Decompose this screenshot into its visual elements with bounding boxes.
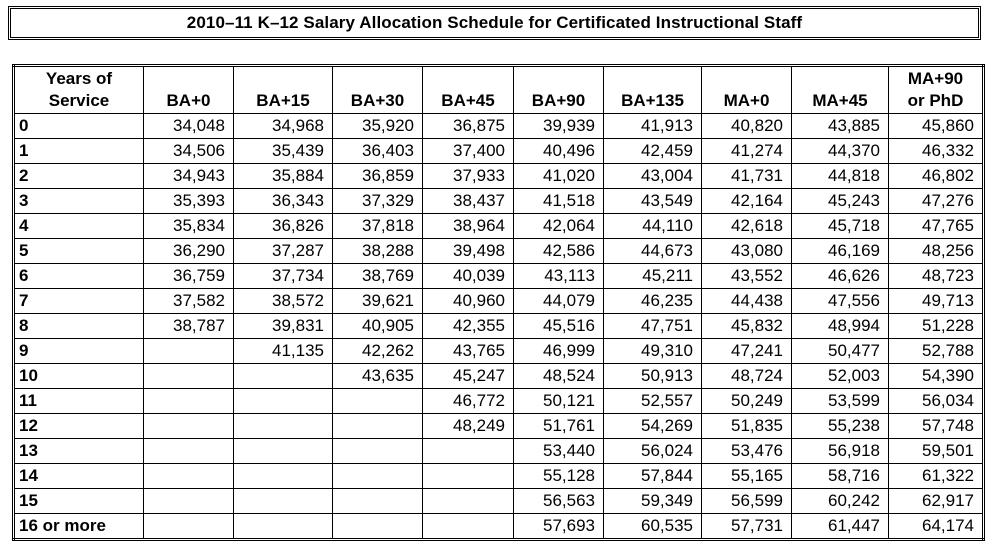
salary-cell: 48,724 bbox=[702, 364, 792, 389]
salary-cell: 40,496 bbox=[514, 139, 604, 164]
salary-cell bbox=[144, 489, 234, 514]
salary-cell: 56,034 bbox=[889, 389, 984, 414]
salary-cell bbox=[144, 464, 234, 489]
salary-cell: 51,761 bbox=[514, 414, 604, 439]
salary-cell: 35,834 bbox=[144, 214, 234, 239]
salary-cell bbox=[333, 464, 423, 489]
table-row bbox=[14, 189, 984, 214]
salary-cell: 52,788 bbox=[889, 339, 984, 364]
salary-cell: 48,723 bbox=[889, 264, 984, 289]
salary-cell: 39,498 bbox=[423, 239, 514, 264]
salary-cell: 64,174 bbox=[889, 514, 984, 540]
salary-cell: 51,835 bbox=[702, 414, 792, 439]
salary-cell: 43,765 bbox=[423, 339, 514, 364]
salary-cell: 43,885 bbox=[792, 114, 889, 139]
years-of-service-cell: 14 bbox=[14, 464, 144, 489]
salary-cell: 36,343 bbox=[234, 189, 333, 214]
salary-cell: 46,999 bbox=[514, 339, 604, 364]
salary-cell: 56,599 bbox=[702, 489, 792, 514]
years-of-service-cell: 8 bbox=[14, 314, 144, 339]
salary-cell bbox=[423, 489, 514, 514]
salary-cell: 46,169 bbox=[792, 239, 889, 264]
years-of-service-cell: 11 bbox=[14, 389, 144, 414]
salary-cell: 43,549 bbox=[604, 189, 702, 214]
salary-cell: 37,287 bbox=[234, 239, 333, 264]
salary-cell: 36,403 bbox=[333, 139, 423, 164]
salary-cell: 39,939 bbox=[514, 114, 604, 139]
salary-cell: 49,310 bbox=[604, 339, 702, 364]
salary-cell: 55,165 bbox=[702, 464, 792, 489]
salary-cell: 35,920 bbox=[333, 114, 423, 139]
table-row bbox=[14, 339, 984, 364]
salary-cell: 38,437 bbox=[423, 189, 514, 214]
salary-cell: 43,552 bbox=[702, 264, 792, 289]
salary-cell: 42,618 bbox=[702, 214, 792, 239]
salary-cell bbox=[144, 389, 234, 414]
table-row bbox=[14, 239, 984, 264]
salary-cell: 36,826 bbox=[234, 214, 333, 239]
table-row bbox=[14, 114, 984, 139]
table-row bbox=[14, 314, 984, 339]
column-header-line2: BA+135 bbox=[621, 91, 684, 110]
salary-cell: 46,235 bbox=[604, 289, 702, 314]
salary-cell: 36,290 bbox=[144, 239, 234, 264]
salary-cell bbox=[234, 439, 333, 464]
salary-cell: 39,621 bbox=[333, 289, 423, 314]
salary-cell: 40,039 bbox=[423, 264, 514, 289]
salary-cell: 54,269 bbox=[604, 414, 702, 439]
table-row bbox=[14, 364, 984, 389]
column-header-line2: BA+0 bbox=[166, 91, 211, 110]
salary-cell: 45,860 bbox=[889, 114, 984, 139]
column-header-line2: MA+0 bbox=[723, 91, 770, 110]
salary-cell: 47,751 bbox=[604, 314, 702, 339]
column-header-line1 bbox=[429, 68, 507, 90]
salary-cell bbox=[144, 414, 234, 439]
salary-cell: 34,968 bbox=[234, 114, 333, 139]
salary-cell: 37,818 bbox=[333, 214, 423, 239]
column-header-line2: BA+30 bbox=[350, 91, 405, 110]
salary-cell: 51,228 bbox=[889, 314, 984, 339]
salary-cell: 41,913 bbox=[604, 114, 702, 139]
salary-cell: 56,563 bbox=[514, 489, 604, 514]
salary-cell: 38,572 bbox=[234, 289, 333, 314]
salary-cell: 58,716 bbox=[792, 464, 889, 489]
salary-cell: 37,400 bbox=[423, 139, 514, 164]
table-row bbox=[14, 289, 984, 314]
column-header bbox=[333, 66, 423, 114]
salary-cell: 56,918 bbox=[792, 439, 889, 464]
salary-cell: 60,535 bbox=[604, 514, 702, 540]
salary-cell: 42,262 bbox=[333, 339, 423, 364]
salary-cell: 45,247 bbox=[423, 364, 514, 389]
salary-cell: 41,135 bbox=[234, 339, 333, 364]
salary-cell bbox=[333, 414, 423, 439]
salary-cell: 38,288 bbox=[333, 239, 423, 264]
salary-cell: 38,769 bbox=[333, 264, 423, 289]
page-title: 2010–11 K–12 Salary Allocation Schedule for Certificated Instructional Staff bbox=[186, 13, 803, 32]
salary-cell: 37,734 bbox=[234, 264, 333, 289]
salary-cell: 47,765 bbox=[889, 214, 984, 239]
salary-cell: 48,994 bbox=[792, 314, 889, 339]
column-header bbox=[514, 66, 604, 114]
years-of-service-cell: 5 bbox=[14, 239, 144, 264]
salary-cell: 35,393 bbox=[144, 189, 234, 214]
salary-cell: 50,913 bbox=[604, 364, 702, 389]
table-row bbox=[14, 489, 984, 514]
column-header-line1 bbox=[150, 68, 227, 90]
salary-cell: 61,447 bbox=[792, 514, 889, 540]
salary-cell: 40,960 bbox=[423, 289, 514, 314]
column-header bbox=[234, 66, 333, 114]
salary-cell bbox=[234, 514, 333, 540]
column-header-line2: or PhD bbox=[907, 91, 964, 110]
salary-cell: 40,820 bbox=[702, 114, 792, 139]
salary-cell: 47,276 bbox=[889, 189, 984, 214]
salary-cell: 45,211 bbox=[604, 264, 702, 289]
years-of-service-cell: 6 bbox=[14, 264, 144, 289]
years-of-service-cell: 13 bbox=[14, 439, 144, 464]
column-header-line1 bbox=[339, 68, 416, 90]
salary-cell: 48,256 bbox=[889, 239, 984, 264]
salary-cell: 53,599 bbox=[792, 389, 889, 414]
column-header-line1: Years of bbox=[45, 69, 113, 88]
years-of-service-cell: 10 bbox=[14, 364, 144, 389]
table-row bbox=[14, 514, 984, 540]
salary-cell bbox=[423, 439, 514, 464]
years-of-service-cell: 2 bbox=[14, 164, 144, 189]
column-header bbox=[423, 66, 514, 114]
table-row bbox=[14, 214, 984, 239]
salary-cell bbox=[144, 514, 234, 540]
column-header bbox=[144, 66, 234, 114]
salary-schedule-table bbox=[12, 64, 985, 541]
schedule-title-box bbox=[8, 6, 981, 40]
salary-cell: 37,582 bbox=[144, 289, 234, 314]
column-header-line1 bbox=[520, 68, 597, 90]
salary-cell: 41,274 bbox=[702, 139, 792, 164]
salary-cell: 52,003 bbox=[792, 364, 889, 389]
salary-cell: 46,332 bbox=[889, 139, 984, 164]
salary-cell: 41,731 bbox=[702, 164, 792, 189]
column-header bbox=[604, 66, 702, 114]
column-header-years bbox=[14, 66, 144, 114]
column-header-line2: BA+15 bbox=[256, 91, 310, 110]
salary-cell: 53,440 bbox=[514, 439, 604, 464]
salary-cell: 46,772 bbox=[423, 389, 514, 414]
years-of-service-cell: 4 bbox=[14, 214, 144, 239]
salary-cell: 37,329 bbox=[333, 189, 423, 214]
column-header bbox=[889, 66, 984, 114]
years-of-service-cell: 16 or more bbox=[14, 514, 144, 540]
salary-cell bbox=[423, 464, 514, 489]
salary-cell: 62,917 bbox=[889, 489, 984, 514]
salary-cell bbox=[333, 514, 423, 540]
table-row bbox=[14, 389, 984, 414]
salary-cell bbox=[144, 339, 234, 364]
column-header bbox=[792, 66, 889, 114]
salary-cell: 44,438 bbox=[702, 289, 792, 314]
years-of-service-cell: 7 bbox=[14, 289, 144, 314]
column-header-line1 bbox=[798, 68, 882, 90]
column-header-line1 bbox=[610, 68, 695, 90]
salary-cell: 43,080 bbox=[702, 239, 792, 264]
salary-cell: 50,121 bbox=[514, 389, 604, 414]
salary-cell: 39,831 bbox=[234, 314, 333, 339]
years-of-service-cell: 15 bbox=[14, 489, 144, 514]
table-row bbox=[14, 164, 984, 189]
salary-cell: 41,518 bbox=[514, 189, 604, 214]
salary-cell: 44,079 bbox=[514, 289, 604, 314]
table-row bbox=[14, 464, 984, 489]
salary-cell: 52,557 bbox=[604, 389, 702, 414]
salary-cell: 36,759 bbox=[144, 264, 234, 289]
years-of-service-cell: 3 bbox=[14, 189, 144, 214]
salary-cell: 41,020 bbox=[514, 164, 604, 189]
salary-cell: 57,748 bbox=[889, 414, 984, 439]
salary-cell: 45,516 bbox=[514, 314, 604, 339]
salary-cell: 38,964 bbox=[423, 214, 514, 239]
salary-cell: 45,832 bbox=[702, 314, 792, 339]
salary-cell: 55,238 bbox=[792, 414, 889, 439]
salary-cell: 59,501 bbox=[889, 439, 984, 464]
column-header-line2: MA+45 bbox=[812, 91, 868, 110]
header-row bbox=[14, 66, 984, 114]
salary-cell: 37,933 bbox=[423, 164, 514, 189]
salary-cell bbox=[234, 489, 333, 514]
table-row bbox=[14, 264, 984, 289]
salary-cell: 40,905 bbox=[333, 314, 423, 339]
salary-cell: 34,506 bbox=[144, 139, 234, 164]
salary-cell: 38,787 bbox=[144, 314, 234, 339]
salary-cell: 60,242 bbox=[792, 489, 889, 514]
column-header-line1 bbox=[708, 68, 785, 90]
salary-cell: 59,349 bbox=[604, 489, 702, 514]
years-of-service-cell: 1 bbox=[14, 139, 144, 164]
salary-cell bbox=[333, 439, 423, 464]
salary-cell: 42,355 bbox=[423, 314, 514, 339]
salary-cell: 50,249 bbox=[702, 389, 792, 414]
salary-cell bbox=[423, 514, 514, 540]
column-header-line2: Service bbox=[48, 91, 110, 110]
salary-cell: 57,731 bbox=[702, 514, 792, 540]
salary-cell: 44,370 bbox=[792, 139, 889, 164]
salary-cell: 44,818 bbox=[792, 164, 889, 189]
salary-cell: 43,113 bbox=[514, 264, 604, 289]
salary-cell bbox=[333, 389, 423, 414]
salary-cell: 35,439 bbox=[234, 139, 333, 164]
salary-cell: 57,844 bbox=[604, 464, 702, 489]
salary-cell: 36,859 bbox=[333, 164, 423, 189]
column-header bbox=[702, 66, 792, 114]
salary-cell: 56,024 bbox=[604, 439, 702, 464]
salary-cell: 43,635 bbox=[333, 364, 423, 389]
salary-cell: 47,556 bbox=[792, 289, 889, 314]
years-of-service-cell: 9 bbox=[14, 339, 144, 364]
salary-cell bbox=[144, 364, 234, 389]
salary-cell: 46,802 bbox=[889, 164, 984, 189]
salary-cell: 34,048 bbox=[144, 114, 234, 139]
column-header-line1 bbox=[240, 68, 326, 90]
table-row bbox=[14, 414, 984, 439]
salary-cell bbox=[144, 439, 234, 464]
salary-cell: 44,110 bbox=[604, 214, 702, 239]
salary-cell: 54,390 bbox=[889, 364, 984, 389]
salary-cell: 50,477 bbox=[792, 339, 889, 364]
table-row bbox=[14, 439, 984, 464]
column-header-line2: BA+90 bbox=[531, 91, 586, 110]
salary-cell: 46,626 bbox=[792, 264, 889, 289]
salary-cell: 53,476 bbox=[702, 439, 792, 464]
column-header-line2: BA+45 bbox=[441, 91, 495, 110]
salary-cell: 42,064 bbox=[514, 214, 604, 239]
salary-cell: 55,128 bbox=[514, 464, 604, 489]
salary-cell: 34,943 bbox=[144, 164, 234, 189]
salary-cell bbox=[234, 414, 333, 439]
salary-cell: 42,164 bbox=[702, 189, 792, 214]
salary-cell: 45,718 bbox=[792, 214, 889, 239]
salary-cell bbox=[234, 389, 333, 414]
salary-cell: 57,693 bbox=[514, 514, 604, 540]
salary-cell: 42,459 bbox=[604, 139, 702, 164]
table-row bbox=[14, 139, 984, 164]
salary-cell bbox=[234, 364, 333, 389]
table-body bbox=[14, 114, 984, 540]
salary-cell: 35,884 bbox=[234, 164, 333, 189]
salary-cell: 45,243 bbox=[792, 189, 889, 214]
years-of-service-cell: 12 bbox=[14, 414, 144, 439]
salary-cell: 61,322 bbox=[889, 464, 984, 489]
column-header-line1: MA+90 bbox=[907, 69, 964, 88]
salary-cell: 47,241 bbox=[702, 339, 792, 364]
salary-cell: 36,875 bbox=[423, 114, 514, 139]
salary-cell: 42,586 bbox=[514, 239, 604, 264]
salary-cell bbox=[333, 489, 423, 514]
salary-cell: 44,673 bbox=[604, 239, 702, 264]
years-of-service-cell: 0 bbox=[14, 114, 144, 139]
salary-cell: 48,249 bbox=[423, 414, 514, 439]
salary-cell bbox=[234, 464, 333, 489]
salary-cell: 48,524 bbox=[514, 364, 604, 389]
salary-cell: 49,713 bbox=[889, 289, 984, 314]
salary-cell: 43,004 bbox=[604, 164, 702, 189]
